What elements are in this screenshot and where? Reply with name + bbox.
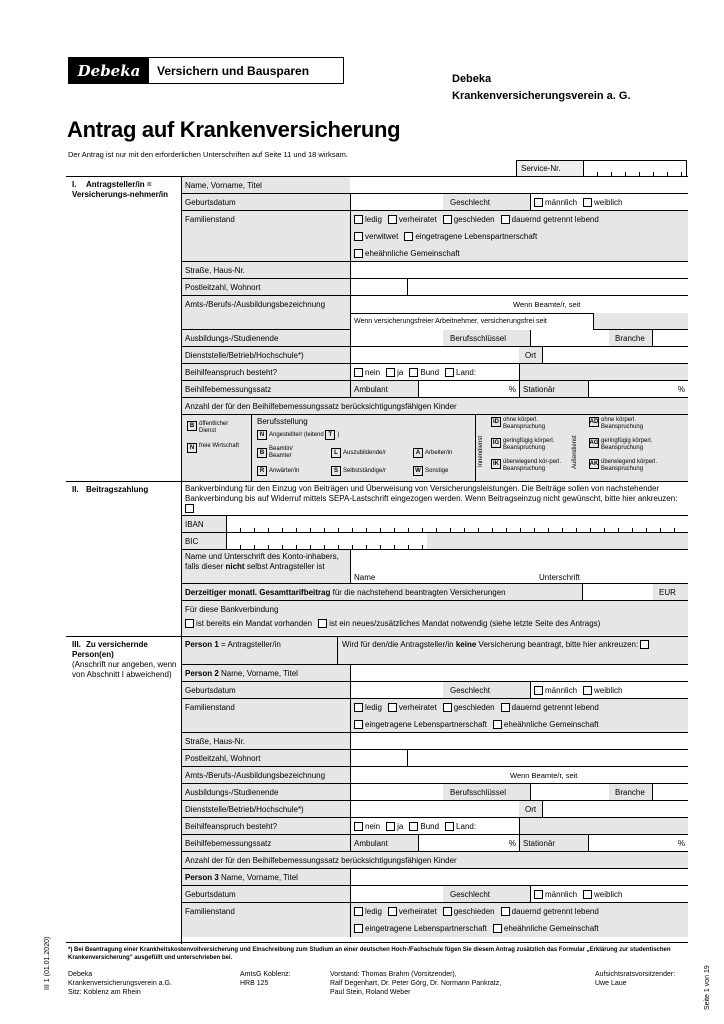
code-ik[interactable]: IK — [491, 459, 501, 469]
section-applicant — [66, 177, 688, 482]
row-p2-kinder: Anzahl der für den Beihilfebemessungssatz berücksichtigungsfähigen Kinder — [182, 852, 688, 869]
p2-birth-input[interactable] — [351, 682, 443, 698]
row-street: Straße, Haus-Nr. — [182, 262, 688, 279]
branche-input[interactable] — [653, 330, 688, 346]
code-bs-b[interactable]: B — [257, 448, 267, 458]
p3-getrennt[interactable] — [501, 907, 510, 916]
dienst-input[interactable] — [351, 347, 519, 363]
section-persons — [66, 637, 688, 944]
row-kinder: Anzahl der für den Beihilfebemessungssatz berücksichtigungsfähigen Kinder — [182, 398, 688, 415]
code-n[interactable]: N — [187, 443, 197, 453]
form-code: III 1 (01.01.2020) — [44, 936, 51, 990]
company-line2: Krankenversicherungsverein a. G. — [452, 90, 631, 102]
plz-input[interactable] — [351, 279, 688, 295]
logo-box — [68, 57, 344, 84]
row-p2-street: Straße, Haus-Nr. — [182, 733, 688, 750]
name-input[interactable] — [350, 177, 688, 193]
row-ausbildung: Ausbildungs-/Studienende Berufsschlüssel Branche — [182, 330, 688, 347]
row-p2-beruf: Amts-/Berufs-/Ausbildungsbezeichnung Wenn Beamte/r, seit — [182, 767, 688, 784]
male-checkbox[interactable] — [534, 198, 543, 207]
slogan: Versichern und Bausparen — [157, 63, 310, 78]
p2-street-input[interactable] — [351, 733, 688, 749]
getrennt-checkbox[interactable] — [501, 215, 510, 224]
iban-input[interactable] — [227, 516, 688, 532]
female-checkbox[interactable] — [583, 198, 592, 207]
p2-beihilfe-land[interactable] — [445, 822, 454, 831]
p2-dienst-input[interactable] — [351, 801, 519, 817]
p2-name-input[interactable] — [351, 665, 688, 681]
bic-input[interactable] — [227, 533, 427, 549]
code-ig[interactable]: IG — [491, 438, 501, 448]
p3-female[interactable] — [583, 890, 592, 899]
kontoinhaber-input[interactable]: Name Unterschrift — [351, 550, 688, 583]
footer-col3: Vorstand: Thomas Brahm (Vorsitzender), Ralf Degenhart, Dr. Peter Görg, Dr. Normann Pankratz, Paul Stein, Roland Weber — [330, 971, 502, 996]
row-p2-dienst: Dienststelle/Betrieb/Hochschule*) Ort — [182, 801, 688, 818]
row-birth: Geburtsdatum Geschlecht männlich weiblich — [182, 194, 688, 211]
service-number — [516, 160, 687, 177]
section-label: III. Zu versichernde Person(en) (Anschrift nur angeben, wenn von Abschnitt I abweichend) — [66, 637, 182, 944]
p2-branche-input[interactable] — [653, 784, 688, 800]
lebenspartner-checkbox[interactable] — [404, 232, 413, 241]
company-line1: Debeka — [452, 73, 492, 85]
row-dienst: Dienststelle/Betrieb/Hochschule*) Ort — [182, 347, 688, 364]
no-debit-checkbox[interactable] — [185, 504, 194, 513]
code-bs-l[interactable]: L — [331, 448, 341, 458]
p3-birth-input[interactable] — [351, 886, 443, 902]
p3-male[interactable] — [534, 890, 543, 899]
p3-verheiratet[interactable] — [388, 907, 397, 916]
birth-input[interactable] — [351, 194, 443, 210]
footer-col1: Debeka Krankenversicherungsverein a.G. Sitz: Koblenz am Rhein — [68, 971, 172, 996]
gesamt-input[interactable] — [583, 584, 653, 600]
verwitwet-checkbox[interactable] — [354, 232, 363, 241]
p2-plz-input[interactable] — [351, 750, 688, 766]
code-bs-t[interactable]: T — [325, 430, 335, 440]
p2-geschieden[interactable] — [443, 703, 452, 712]
page-subtitle: Der Antrag ist nur mit den erforderlichen Unterschriften auf Seite 11 und 18 wirksam. — [68, 150, 348, 159]
p2-beihilfe-bund[interactable] — [409, 822, 418, 831]
row-family: Familienstand ledig verheiratet geschieden dauernd getrennt lebend verwitwet eingetragene Lebenspartnerschaft eheähnliche Gemeinschaft — [182, 211, 688, 262]
row-p3-name: Person 3 Name, Vorname, Titel — [182, 869, 688, 886]
mandat-vorhanden[interactable] — [185, 619, 194, 628]
p2-ausbildung-input[interactable] — [351, 784, 443, 800]
row-p2-ausbildung: Ausbildungs-/Studienende Berufsschlüssel Branche — [182, 784, 688, 801]
eheaehnlich-checkbox[interactable] — [354, 249, 363, 258]
row-p2-family: Familienstand ledig verheiratet geschieden dauernd getrennt lebend eingetragene Lebenspartnerschaft eheähnliche Gemeinschaft — [182, 699, 688, 733]
footnote: *) Bei Beantragung einer Krankheitskostenvollversicherung und Einschreibung zum Studium an einer deutschen Hoch-/Fachschule fügen Sie diesem Antrag zusätzlich das Formular „Erklärung zur studentischen Krankenversicherung" ausgefüllt und unterschrieben bei. — [68, 947, 671, 961]
code-ad[interactable]: AD — [589, 417, 599, 427]
ausbildung-input[interactable] — [351, 330, 443, 346]
p2-getrennt[interactable] — [501, 703, 510, 712]
row-iban: IBAN — [182, 516, 688, 533]
code-ak[interactable]: AK — [589, 459, 599, 469]
p2-verheiratet[interactable] — [388, 703, 397, 712]
p2-ort-input[interactable] — [543, 801, 688, 817]
ort-input[interactable] — [543, 347, 688, 363]
code-bs-w[interactable]: W — [413, 466, 423, 476]
company-name — [452, 71, 631, 105]
p2-lebenspartner[interactable] — [354, 720, 363, 729]
row-berufsstellung: B öffentlicher Dienst N freie Wirtschaft Berufsstellung N Angestellte/r (leitend T ) B Beamtin/ Beamter L Auszubildende/r A Arbeiter/in R Anwärter/in S Selbstständige/r W Sonstige Innendienst ID ohne körperl. Beanspruchung IG geringfügig körperl. Beanspruchung IK überwiegend kör-perl. Beanspruchung Außendienst AD ohne körperl. Beanspruchung AG geringfügig körperl. Beanspruchung AK überwiegend körperl. Beanspruchung — [182, 415, 688, 481]
code-ag[interactable]: AG — [589, 438, 599, 448]
section-payment — [66, 482, 688, 637]
row-kontoinhaber: Name und Unterschrift des Konto-inhabers, falls dieser nicht selbst Antragsteller ist Name Unterschrift — [182, 550, 688, 584]
p2-beihilfe-ja[interactable] — [386, 822, 395, 831]
beihilfe-bund[interactable] — [409, 368, 418, 377]
p3-lebenspartner[interactable] — [354, 924, 363, 933]
schluessel-input[interactable] — [531, 330, 609, 346]
beihilfe-ja[interactable] — [386, 368, 395, 377]
code-b[interactable]: B — [187, 421, 197, 431]
row-plz: Postleitzahl, Wohnort — [182, 279, 688, 296]
row-bank-text: Bankverbindung für den Einzug von Beiträgen und Überweisung von Versicherungsleistungen. Die Beiträge sollen von nachstehender Bankverbindung bis auf Widerruf mittels SEPA-Lastschrift eingezogen werden. Wenn Beitragseinzug nicht gewünscht, bitte hier ankreuzen: — [182, 482, 688, 516]
row-p2-plz: Postleitzahl, Wohnort — [182, 750, 688, 767]
row-person1: Person 1 = Antragsteller/in Wird für den/die Antragsteller/in keine Versicherung beantragt, bitte hier ankreuzen: — [182, 637, 688, 665]
footer-col4: Aufsichtsratsvorsitzender: Uwe Laue — [595, 971, 676, 987]
beihilfe-land[interactable] — [445, 368, 454, 377]
code-bs-a[interactable]: A — [413, 448, 423, 458]
street-input[interactable] — [351, 262, 688, 278]
service-input[interactable] — [584, 161, 686, 176]
p2-male[interactable] — [534, 686, 543, 695]
p2-female[interactable] — [583, 686, 592, 695]
section-label: I. Antragsteller/in = Versicherungs-nehmer/in — [66, 177, 182, 481]
mandat-neu[interactable] — [318, 619, 327, 628]
row-bic: BIC — [182, 533, 688, 550]
debeka-logo: Debeka — [69, 58, 149, 83]
row-gesamt: Derzeitiger monatl. Gesamttarifbeitrag für die nachstehend beantragten Versicherungen EUR — [182, 584, 688, 601]
p2-beihilfe-nein[interactable] — [354, 822, 363, 831]
form — [66, 176, 688, 943]
code-bs-r[interactable]: R — [257, 466, 267, 476]
row-name: Name, Vorname, Titel — [182, 177, 688, 194]
code-bs-n[interactable]: N — [257, 430, 267, 440]
row-beruf: Amts-/Berufs-/Ausbildungsbezeichnung Wenn Beamte/r, seit Wenn versicherungsfreier Arbeitnehmer, versicherungsfrei seit — [182, 296, 688, 330]
p2-schluessel-input[interactable] — [531, 784, 609, 800]
page-number: Seite 1 von 19 — [704, 965, 711, 1010]
p2-ledig[interactable] — [354, 703, 363, 712]
footer-col2: AmtsG Koblenz: HRB 125 — [240, 971, 291, 987]
p3-geschieden[interactable] — [443, 907, 452, 916]
row-beihilfe: Beihilfeanspruch besteht? nein ja Bund Land: — [182, 364, 688, 381]
row-p2-bemessung: Beihilfebemessungssatz Ambulant % Stationär % — [182, 835, 688, 852]
row-p3-birth: Geburtsdatum Geschlecht männlich weiblich — [182, 886, 688, 903]
geschieden-checkbox[interactable] — [443, 215, 452, 224]
p3-ledig[interactable] — [354, 907, 363, 916]
verheiratet-checkbox[interactable] — [388, 215, 397, 224]
page-title: Antrag auf Krankenversicherung — [67, 117, 401, 142]
section-label: II. Beitragszahlung — [66, 482, 182, 636]
beihilfe-nein[interactable] — [354, 368, 363, 377]
row-mandat: Für diese Bankverbindung ist bereits ein Mandat vorhanden ist ein neues/zusätzliches Mandat notwendig (siehe letzte Seite des Antrags) — [182, 601, 688, 635]
row-p2-birth: Geburtsdatum Geschlecht männlich weiblich — [182, 682, 688, 699]
row-p2-beihilfe: Beihilfeanspruch besteht? nein ja Bund Land: — [182, 818, 688, 835]
row-p3-family: Familienstand ledig verheiratet geschieden dauernd getrennt lebend eingetragene Lebenspartnerschaft eheähnliche Gemeinschaft — [182, 903, 688, 937]
row-bemessung: Beihilfebemessungssatz Ambulant % Stationär % — [182, 381, 688, 398]
p3-eheaehnlich[interactable] — [493, 924, 502, 933]
p3-name-input[interactable] — [351, 869, 688, 885]
row-p2-name: Person 2 Name, Vorname, Titel — [182, 665, 688, 682]
p2-eheaehnlich[interactable] — [493, 720, 502, 729]
code-id[interactable]: ID — [491, 417, 501, 427]
ledig-checkbox[interactable] — [354, 215, 363, 224]
p1-keine-checkbox[interactable] — [640, 640, 649, 649]
code-bs-s[interactable]: S — [331, 466, 341, 476]
service-label: Service-Nr. — [517, 161, 584, 176]
